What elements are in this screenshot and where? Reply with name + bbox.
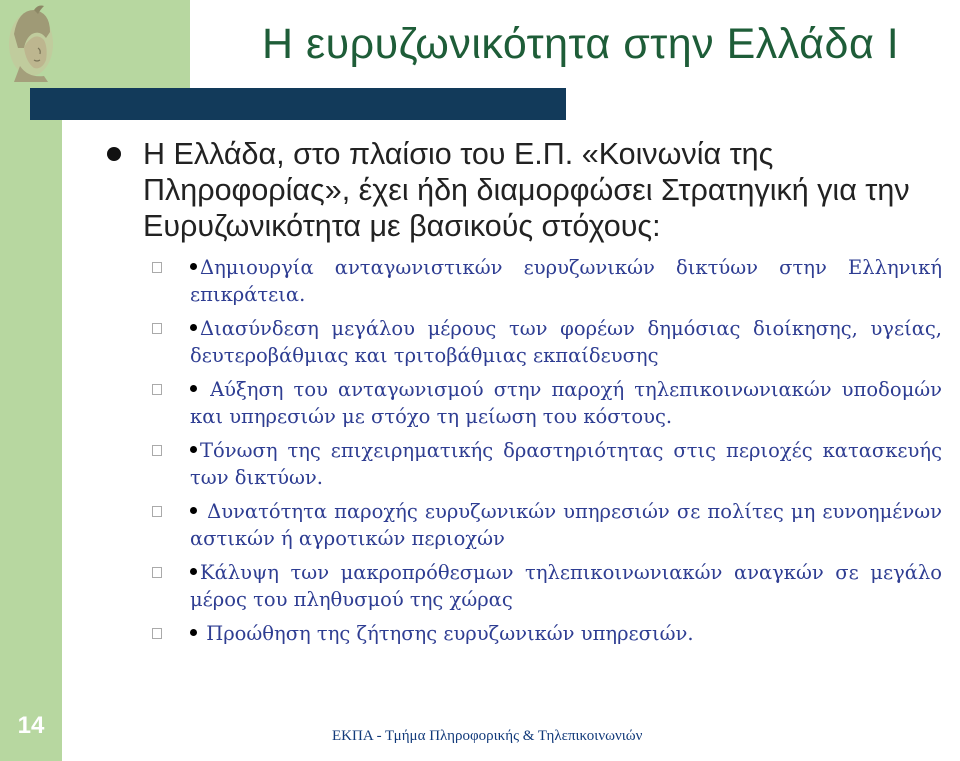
bullet-dot-icon: [190, 263, 197, 270]
missing-glyph-icon: [152, 567, 162, 578]
sub-bullet-text: Διασύνδεση μεγάλου μέρους των φορέων δημόσιας διοίκησης, υγείας, δευτεροβάθμιας και τριτοβάθμιας εκπαίδευσης: [190, 317, 942, 367]
sub-bullet-item: [152, 620, 942, 647]
bullet-dot-icon: [190, 446, 197, 453]
athena-head-icon: [4, 4, 58, 82]
sub-bullet-text: Αύξηση του ανταγωνισμού στην παροχή τηλεπικοινωνιακών υποδομών και υπηρεσιών με στόχο τη μείωση του κόστους.: [190, 378, 942, 428]
sub-bullet-item: [152, 315, 942, 369]
sub-bullet-text: Δημιουργία ανταγωνιστικών ευρυζωνικών δικτύων στην Ελληνική επικράτεια.: [190, 256, 942, 306]
missing-glyph-icon: [152, 628, 162, 639]
sub-bullet-list: [152, 254, 942, 654]
bullet-dot-icon: [190, 385, 197, 392]
sub-bullet-text: Κάλυψη των μακροπρόθεσμων τηλεπικοινωνιακών αναγκών σε μεγάλο μέρος του πληθυσμού της χώρας: [190, 561, 942, 611]
sub-bullet-text: Προώθηση της ζήτησης ευρυζωνικών υπηρεσιών.: [200, 622, 694, 645]
page-number: 14: [17, 712, 45, 739]
missing-glyph-icon: [152, 323, 162, 334]
bullet-dot-icon: [190, 507, 197, 514]
slide-title: Η ευρυζωνικότητα στην Ελλάδα Ι: [262, 20, 900, 68]
bullet-dot-icon: [190, 629, 197, 636]
bullet-dot-icon: [190, 568, 197, 575]
missing-glyph-icon: [152, 445, 162, 456]
sub-bullet-item: [152, 376, 942, 430]
footer-text: ΕΚΠΑ - Τμήμα Πληροφορικής & Τηλεπικοινωνιών: [332, 728, 643, 744]
main-bullet-text: Η Ελλάδα, στο πλαίσιο του Ε.Π. «Κοινωνία της Πληροφορίας», έχει ήδη διαμορφώσει Στρατηγική για την Ευρυζωνικότητα με βασικούς στόχους:: [143, 137, 910, 243]
missing-glyph-icon: [152, 262, 162, 273]
bullet-dot-icon: [107, 147, 121, 161]
missing-glyph-icon: [152, 506, 162, 517]
sub-bullet-item: [152, 559, 942, 613]
missing-glyph-icon: [152, 384, 162, 395]
sub-bullet-text: Δυνατότητα παροχής ευρυζωνικών υπηρεσιών σε πολίτες μη ευνοημένων αστικών ή αγροτικών περιοχών: [190, 500, 942, 550]
sub-bullet-text: Τόνωση της επιχειρηματικής δραστηριότητας στις περιοχές κατασκευής των δικτύων.: [190, 439, 942, 489]
sub-bullet-item: [152, 437, 942, 491]
sub-bullet-item: [152, 254, 942, 308]
title-underline-bar: [30, 88, 566, 120]
bullet-dot-icon: [190, 324, 197, 331]
sub-bullet-item: [152, 498, 942, 552]
